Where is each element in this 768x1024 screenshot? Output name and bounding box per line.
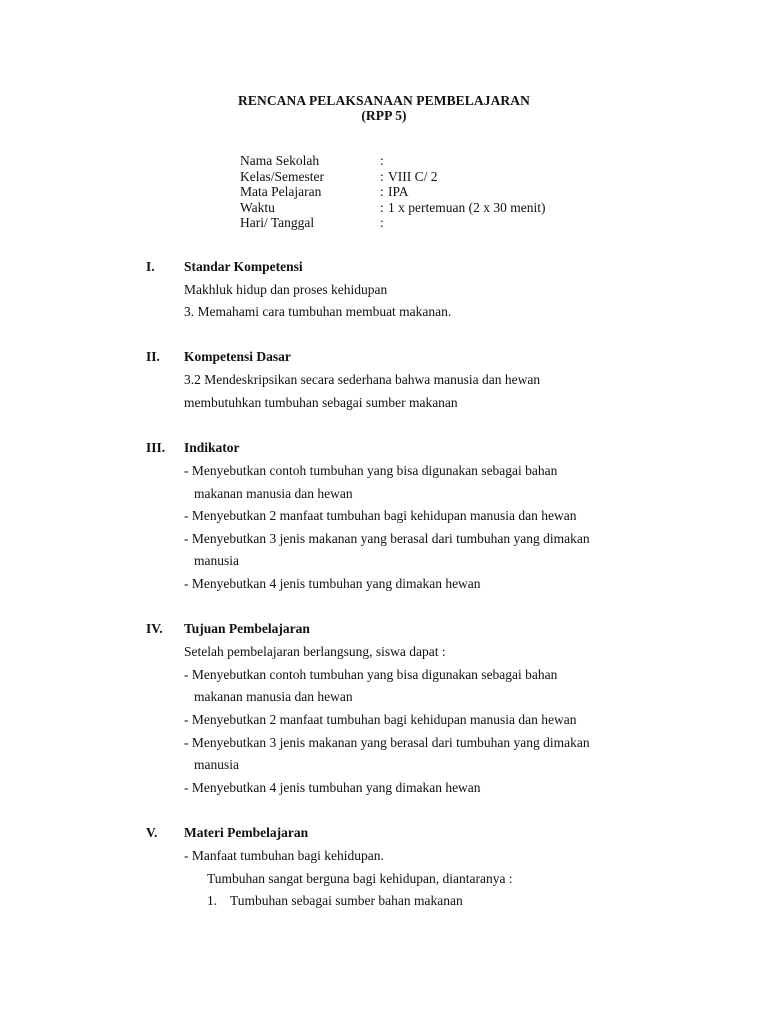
- list-item: - Menyebutkan 4 jenis tumbuhan yang dimakan hewan: [184, 576, 481, 591]
- info-label: Hari/ Tanggal: [240, 215, 315, 230]
- document-title: RENCANA PELAKSANAAN PEMBELAJARAN: [238, 93, 530, 108]
- info-colon: :: [380, 168, 384, 184]
- list-item-continuation: makanan manusia dan hewan: [194, 689, 353, 704]
- info-label: Kelas/Semester: [240, 168, 324, 184]
- paragraph-line: 3. Memahami cara tumbuhan membuat makanan.: [184, 304, 452, 319]
- info-colon: :: [380, 215, 384, 230]
- section-heading: Tujuan Pembelajaran: [184, 621, 310, 636]
- info-label: Mata Pelajaran: [240, 184, 322, 199]
- section-heading: Standar Kompetensi: [184, 259, 303, 274]
- paragraph-line: membutuhkan tumbuhan sebagai sumber makanan: [184, 395, 458, 410]
- info-colon: :: [380, 153, 384, 168]
- ordered-list-number: 1.: [207, 893, 218, 908]
- section-number: I.: [146, 259, 155, 274]
- info-value: IPA: [388, 184, 409, 199]
- info-colon: :: [380, 199, 384, 215]
- list-item: - Menyebutkan 4 jenis tumbuhan yang dimakan hewan: [184, 780, 481, 795]
- section-number: V.: [146, 825, 158, 840]
- section-number: II.: [146, 349, 160, 364]
- document-subtitle: (RPP 5): [361, 108, 407, 123]
- section-heading: Materi Pembelajaran: [184, 825, 309, 840]
- list-item: - Menyebutkan contoh tumbuhan yang bisa digunakan sebagai bahan: [184, 463, 558, 478]
- list-item: - Menyebutkan 3 jenis makanan yang berasal dari tumbuhan yang dimakan: [184, 531, 590, 546]
- paragraph-line: Makhluk hidup dan proses kehidupan: [184, 282, 388, 297]
- info-colon: :: [380, 184, 384, 199]
- info-value: VIII C/ 2: [388, 168, 438, 184]
- list-item-continuation: makanan manusia dan hewan: [194, 486, 353, 501]
- ordered-list-text: Tumbuhan sebagai sumber bahan makanan: [230, 893, 463, 908]
- section-number: III.: [146, 440, 166, 455]
- info-label: Waktu: [240, 199, 275, 215]
- list-item: - Menyebutkan contoh tumbuhan yang bisa digunakan sebagai bahan: [184, 667, 558, 682]
- paragraph-line: 3.2 Mendeskripsikan secara sederhana bahwa manusia dan hewan: [184, 372, 541, 387]
- info-value: 1 x pertemuan (2 x 30 menit): [388, 199, 546, 215]
- paragraph-line: Setelah pembelajaran berlangsung, siswa dapat :: [184, 644, 446, 659]
- list-item-continuation: manusia: [194, 757, 239, 772]
- section-heading: Kompetensi Dasar: [184, 349, 291, 364]
- section-heading: Indikator: [184, 440, 240, 455]
- list-item: - Menyebutkan 3 jenis makanan yang berasal dari tumbuhan yang dimakan: [184, 735, 590, 750]
- section-number: IV.: [146, 621, 163, 636]
- list-item-continuation: manusia: [194, 553, 239, 568]
- list-item: - Manfaat tumbuhan bagi kehidupan.: [184, 848, 384, 863]
- list-item: - Menyebutkan 2 manfaat tumbuhan bagi kehidupan manusia dan hewan: [184, 508, 577, 523]
- info-label: Nama Sekolah: [240, 153, 320, 168]
- paragraph-line: Tumbuhan sangat berguna bagi kehidupan, diantaranya :: [207, 871, 513, 886]
- list-item: - Menyebutkan 2 manfaat tumbuhan bagi kehidupan manusia dan hewan: [184, 712, 577, 727]
